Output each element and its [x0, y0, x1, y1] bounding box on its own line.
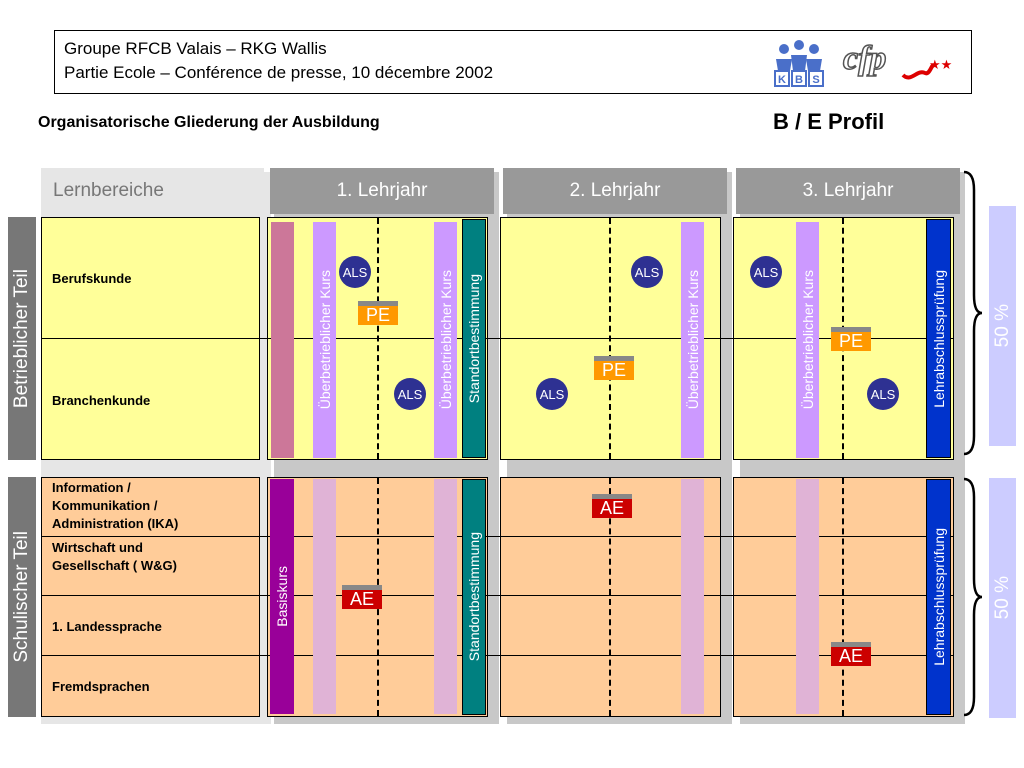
- standort-label: Standortbestimmung: [466, 273, 482, 404]
- col-header-lernbereiche: Lernbereiche: [41, 168, 264, 214]
- year3-bottom-midline: [842, 478, 844, 716]
- year3-bottom-uek-strip: [796, 479, 819, 714]
- ae-marker: AE: [592, 494, 632, 518]
- pe-marker: PE: [358, 301, 398, 325]
- ae-marker: AE: [342, 585, 382, 609]
- year1-top-midline: [377, 218, 379, 459]
- year3-top-uek-strip: [796, 222, 819, 458]
- year1-bottom-uek-strip-a: [313, 479, 336, 714]
- year2-top-uek-strip: [681, 222, 704, 458]
- row-label-wg: Wirtschaft und Gesellschaft ( W&G): [52, 540, 177, 573]
- section-betrieblicher-teil: [8, 217, 36, 460]
- pe-marker: PE: [594, 356, 634, 380]
- page-subtitle: Organisatorische Gliederung der Ausbildung: [38, 114, 380, 131]
- year3-bottom-lap-strip: [926, 479, 951, 715]
- section-schulischer-teil: [8, 477, 36, 717]
- year1-top-uek-strip-a: [313, 222, 336, 458]
- header-line-1: Groupe RFCB Valais – RKG Wallis: [64, 39, 327, 58]
- uek-label: Überbetrieblicher Kurs: [684, 270, 701, 410]
- year1-bottom-basiskurs-strip: [270, 479, 294, 714]
- als-marker: ALS: [750, 256, 782, 288]
- als-marker: ALS: [867, 378, 899, 410]
- basiskurs-label: Basiskurs: [274, 566, 290, 627]
- percent-box-bottom: [989, 478, 1016, 718]
- lap-label: Lehrabschlussprüfung: [930, 528, 947, 666]
- uek-label: Überbetrieblicher Kurs: [316, 270, 333, 410]
- svg-text:cfp: cfp: [843, 40, 887, 77]
- svg-text:★★: ★★: [929, 58, 953, 73]
- year1-top-uek-strip-b: [434, 222, 457, 458]
- year1-top-standort-strip: [462, 219, 486, 458]
- svg-text:S: S: [812, 74, 820, 86]
- cfp-logo: [841, 39, 953, 87]
- ae-marker: AE: [831, 642, 871, 666]
- row-label-ika: Information / Kommunikation / Administration (IKA): [52, 480, 179, 531]
- uek-label: Überbetrieblicher Kurs: [437, 270, 454, 410]
- year3-top-lap-strip: [926, 219, 951, 458]
- col-header-year3: 3. Lehrjahr: [736, 168, 960, 214]
- year1-bottom-uek-strip-b: [434, 479, 457, 714]
- lap-label: Lehrabschlussprüfung: [930, 269, 947, 408]
- row-label-landessprache: 1. Landessprache: [52, 619, 162, 634]
- als-marker: ALS: [536, 378, 568, 410]
- brace-bottom: [962, 477, 984, 717]
- als-marker: ALS: [339, 256, 371, 288]
- year2-bottom-uek-strip: [681, 479, 704, 714]
- header-box: [54, 30, 972, 94]
- svg-text:K: K: [778, 74, 786, 86]
- brace-top: [962, 170, 984, 456]
- uek-label: Überbetrieblicher Kurs: [799, 270, 816, 410]
- year2-top-midline: [609, 218, 611, 459]
- als-marker: ALS: [394, 378, 426, 410]
- section-betrieblicher-label: Betrieblicher Teil: [11, 268, 32, 409]
- col-header-year1: 1. Lehrjahr: [270, 168, 494, 214]
- svg-text:B: B: [795, 74, 803, 86]
- profile-title: B / E Profil: [773, 109, 885, 134]
- percent-top-label: 50 %: [991, 304, 1013, 348]
- row-label-berufskunde: Berufskunde: [52, 271, 132, 286]
- percent-box-top: [989, 206, 1016, 446]
- standort-label: Standortbestimmung: [466, 532, 482, 662]
- pe-marker: PE: [831, 327, 871, 351]
- year1-top-basis-strip: [271, 222, 294, 458]
- header-line-2: Partie Ecole – Conférence de presse, 10 décembre 2002: [64, 63, 494, 82]
- year1-bottom-standort-strip: [462, 479, 486, 715]
- als-marker: ALS: [631, 256, 663, 288]
- col-header-year2: 2. Lehrjahr: [503, 168, 727, 214]
- section-schulischer-label: Schulischer Teil: [11, 531, 32, 663]
- percent-bottom-label: 50 %: [991, 576, 1013, 620]
- row-label-branchenkunde: Branchenkunde: [52, 393, 151, 408]
- row-label-fremdsprachen: Fremdsprachen: [52, 679, 150, 694]
- kbs-logo: [770, 37, 830, 89]
